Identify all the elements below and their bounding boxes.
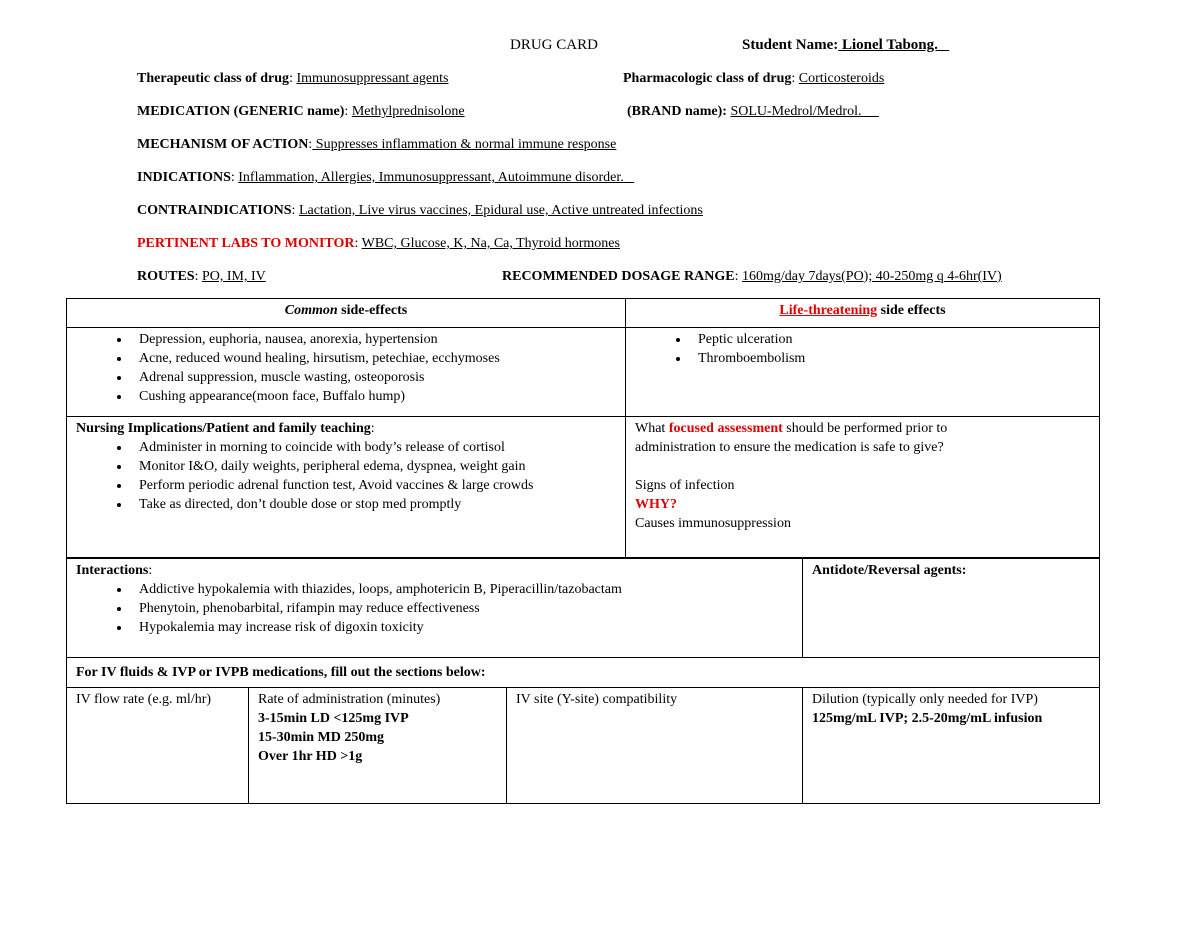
- dilution-label: Dilution (typically only needed for IVP): [812, 692, 1038, 707]
- therapeutic-class-label: Therapeutic class of drug: [137, 71, 290, 86]
- list-item: • Adrenal suppression, muscle wasting, osteoporosis: [131, 368, 616, 387]
- labs-value: WBC, Glucose, K, Na, Ca, Thyroid hormones: [361, 236, 620, 251]
- brand-name-value: SOLU-Medrol/Medrol.: [730, 104, 879, 119]
- dosage-row: RECOMMENDED DOSAGE RANGE: 160mg/day 7days(PO); 40-250mg q 4-6hr(IV): [502, 269, 1002, 284]
- rate-line: 15-30min MD 250mg: [258, 730, 384, 745]
- contraindications-row: CONTRAINDICATIONS: Lactation, Live virus vaccines, Epidural use, Active untreated infections: [137, 203, 703, 218]
- interactions-table: [66, 558, 1100, 804]
- list-item: • Acne, reduced wound healing, hirsutism, petechiae, ecchymoses: [131, 349, 616, 368]
- labs-row: PERTINENT LABS TO MONITOR: WBC, Glucose, K, Na, Ca, Thyroid hormones: [137, 236, 620, 251]
- mechanism-label: MECHANISM OF ACTION: [137, 137, 309, 152]
- rate-line: Over 1hr HD >1g: [258, 749, 363, 764]
- list-item: • Hypokalemia may increase risk of digoxin toxicity: [131, 618, 793, 637]
- list-item: • Peptic ulceration: [690, 330, 1090, 349]
- why-label: WHY?: [635, 497, 677, 512]
- student-name-label: Student Name:: [742, 37, 839, 53]
- indications-value: Inflammation, Allergies, Immunosuppressant, Autoimmune disorder.: [238, 170, 635, 185]
- generic-name-label: MEDICATION (GENERIC name): [137, 104, 345, 119]
- common-side-effects-header: Common side-effects: [67, 299, 626, 328]
- common-side-effects-list: [76, 330, 616, 406]
- interactions-list: [76, 580, 793, 637]
- therapeutic-class-value: Immunosuppressant agents: [296, 71, 449, 86]
- list-item: • Monitor I&O, daily weights, peripheral edema, dyspnea, weight gain: [131, 457, 616, 476]
- labs-label: PERTINENT LABS TO MONITOR: [137, 236, 355, 251]
- life-threatening-header: Life-threatening side effects: [626, 299, 1100, 328]
- brand-name-label: (BRAND name):: [627, 104, 727, 119]
- pharmacologic-class-value: Corticosteroids: [798, 71, 885, 86]
- routes-label: ROUTES: [137, 269, 195, 284]
- rate-of-administration-cell: [249, 688, 507, 804]
- interactions-title: Interactions: [76, 563, 149, 578]
- contraindications-label: CONTRAINDICATIONS: [137, 203, 292, 218]
- student-name-value: Lionel Tabong.: [838, 37, 950, 53]
- side-effects-table: [66, 298, 1100, 558]
- dosage-value: 160mg/day 7days(PO); 40-250mg q 4-6hr(IV): [741, 269, 1002, 284]
- why-answer: Causes immunosuppression: [635, 516, 791, 531]
- life-threatening-list: [635, 330, 1090, 368]
- list-item: • Perform periodic adrenal function test, Avoid vaccines & large crowds: [131, 476, 616, 495]
- page-title: DRUG CARD: [510, 37, 598, 53]
- student-name-row: [742, 36, 949, 54]
- list-item: • Depression, euphoria, nausea, anorexia, hypertension: [131, 330, 616, 349]
- list-item: • Thromboembolism: [690, 349, 1090, 368]
- contraindications-value: Lactation, Live virus vaccines, Epidural use, Active untreated infections: [298, 203, 703, 218]
- indications-label: INDICATIONS: [137, 170, 231, 185]
- life-threatening-cell: [626, 328, 1100, 417]
- dosage-label: RECOMMENDED DOSAGE RANGE: [502, 269, 735, 284]
- nursing-implications-cell: Nursing Implications/Patient and family teaching: • Administer in morning to coincide with body’s release of cortisol • Monitor I&O, daily weights, peripheral edema, dyspnea, weight gain • Perform periodic adrenal function test, Avoid vaccines & large crowds • Take as directed, don’t double dose or stop med promptly: [67, 417, 626, 558]
- assessment-answer: Signs of infection: [635, 478, 735, 493]
- nursing-implications-list: [76, 438, 616, 514]
- iv-flow-rate-cell: [67, 688, 249, 804]
- brand-name-row: [627, 103, 879, 121]
- list-item: • Cushing appearance(moon face, Buffalo hump): [131, 387, 616, 406]
- assessment-question: What focused assessment should be performed prior to: [635, 421, 948, 436]
- nursing-implications-title: Nursing Implications/Patient and family teaching: [76, 421, 371, 436]
- list-item: • Administer in morning to coincide with body’s release of cortisol: [131, 438, 616, 457]
- iv-section-title: For IV fluids & IVP or IVPB medications, fill out the sections below:: [67, 658, 1100, 688]
- dilution-value: 125mg/mL IVP; 2.5-20mg/mL infusion: [812, 711, 1043, 726]
- list-item: • Addictive hypokalemia with thiazides, loops, amphotericin B, Piperacillin/tazobactam: [131, 580, 793, 599]
- interactions-cell: Interactions: • Addictive hypokalemia with thiazides, loops, amphotericin B, Piperacillin/tazobactam • Phenytoin, phenobarbital, rifampin may reduce effectiveness • Hypokalemia may increase risk of digoxin toxicity: [67, 559, 803, 658]
- common-side-effects-cell: [67, 328, 626, 417]
- mechanism-row: MECHANISM OF ACTION: Suppresses inflammation & normal immune response: [137, 137, 617, 152]
- pharmacologic-class-label: Pharmacologic class of drug: [623, 71, 792, 86]
- iv-flow-rate-label: IV flow rate (e.g. ml/hr): [76, 692, 212, 707]
- list-item: • Phenytoin, phenobarbital, rifampin may reduce effectiveness: [131, 599, 793, 618]
- pharmacologic-class-row: Pharmacologic class of drug: Corticosteroids: [623, 71, 885, 86]
- rate-of-administration-label: Rate of administration (minutes): [258, 692, 441, 707]
- therapeutic-class-row: Therapeutic class of drug: Immunosuppressant agents: [137, 71, 449, 86]
- generic-name-value: Methylprednisolone: [351, 104, 465, 119]
- routes-row: ROUTES: PO, IM, IV: [137, 269, 266, 284]
- mechanism-value: Suppresses inflammation & normal immune response: [312, 137, 617, 152]
- routes-value: PO, IM, IV: [201, 269, 266, 284]
- indications-row: INDICATIONS: Inflammation, Allergies, Immunosuppressant, Autoimmune disorder.: [137, 170, 635, 185]
- y-site-label: IV site (Y-site) compatibility: [516, 692, 678, 707]
- focused-assessment-cell: [626, 417, 1100, 558]
- assessment-question-line2: administration to ensure the medication is safe to give?: [635, 440, 944, 455]
- antidote-cell: Antidote/Reversal agents:: [803, 559, 1100, 658]
- dilution-cell: [803, 688, 1100, 804]
- list-item: • Take as directed, don’t double dose or stop med promptly: [131, 495, 616, 514]
- y-site-compatibility-cell: [507, 688, 803, 804]
- generic-name-row: MEDICATION (GENERIC name): Methylprednisolone: [137, 104, 465, 119]
- rate-line: 3-15min LD <125mg IVP: [258, 711, 409, 726]
